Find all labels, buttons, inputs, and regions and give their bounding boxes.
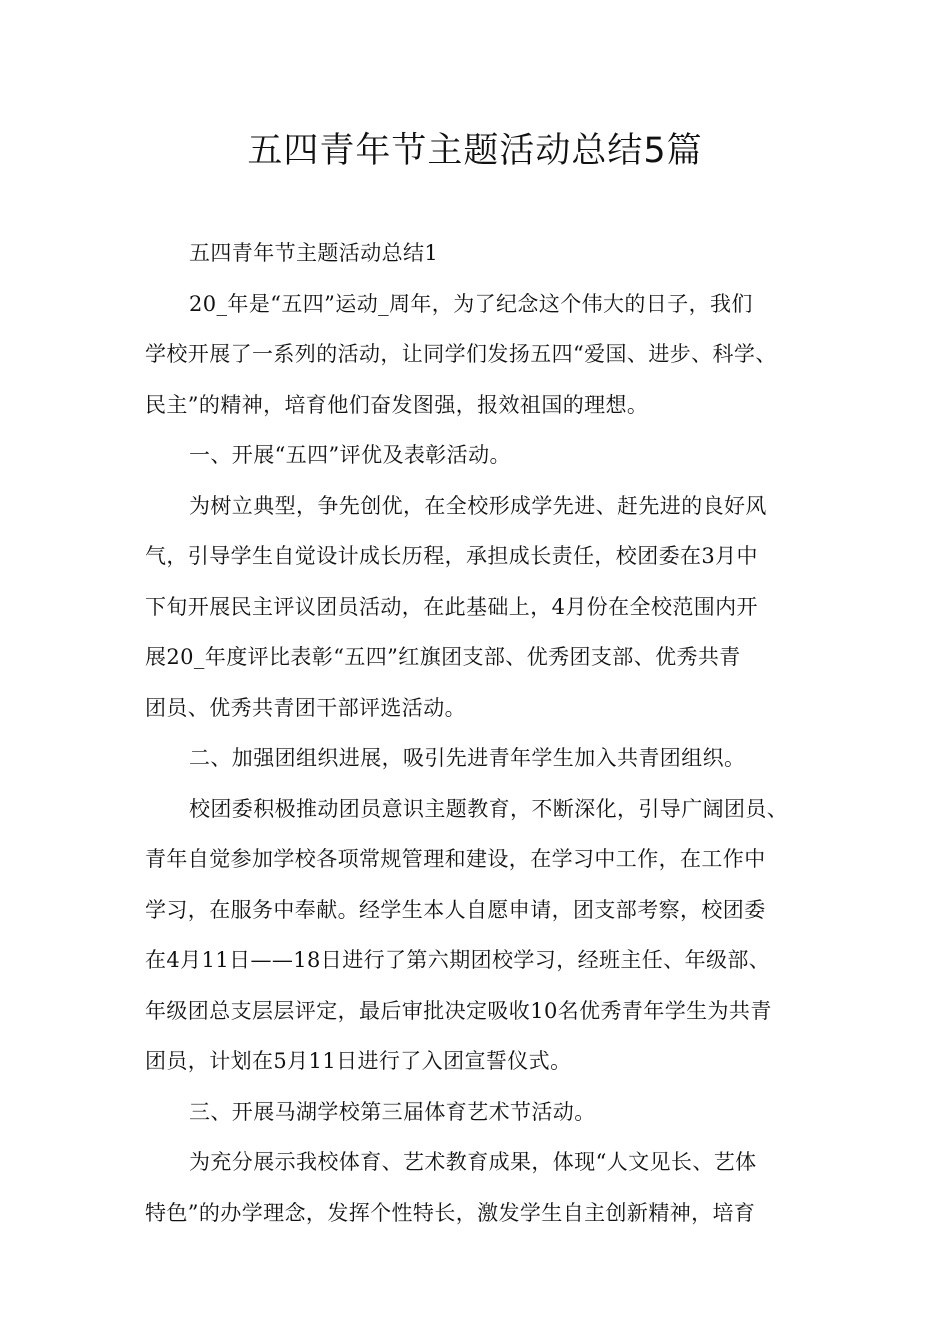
section-heading: 五四青年节主题活动总结1: [189, 241, 439, 265]
body-line: 为树立典型，争先创优，在全校形成学先进、赶先进的良好风: [189, 493, 767, 518]
body-line: 展20_年度评比表彰“五四”红旗团支部、优秀团支部、优秀共青: [145, 645, 741, 669]
document-body: [145, 228, 810, 1238]
body-line: 20_年是“五四”运动_周年，为了纪念这个伟大的日子，我们: [189, 291, 753, 316]
subsection-heading: 一、开展“五四”评优及表彰活动。: [189, 443, 511, 467]
body-line: 学习，在服务中奉献。经学生本人自愿申请，团支部考察，校团委: [145, 897, 766, 922]
body-line: 团员，计划在5月11日进行了入团宣誓仪式。: [145, 1049, 572, 1073]
body-line: 年级团总支层层评定，最后审批决定吸收10名优秀青年学生为共青: [145, 998, 772, 1023]
body-line: 特色”的办学理念，发挥个性特长，激发学生自主创新精神，培育: [145, 1200, 756, 1225]
body-line: 在4月11日——18日进行了第六期团校学习，经班主任、年级部、: [145, 948, 771, 972]
body-line: 青年自觉参加学校各项常规管理和建设，在学习中工作，在工作中: [145, 847, 766, 871]
body-line: 团员、优秀共青团干部评选活动。: [145, 695, 466, 720]
body-line: 为充分展示我校体育、艺术教育成果，体现“人文见长、艺体: [189, 1150, 757, 1174]
body-line: 学校开展了一系列的活动，让同学们发扬五四“爱国、进步、科学、: [145, 342, 777, 366]
body-line: 校团委积极推动团员意识主题教育，不断深化，引导广阔团员、: [189, 796, 789, 821]
body-line: 下旬开展民主评议团员活动，在此基础上，4月份在全校范围内开: [145, 594, 758, 619]
body-line: 民主”的精神，培育他们奋发图强，报效祖国的理想。: [145, 392, 649, 417]
subsection-heading: 三、开展马湖学校第三届体育艺术节活动。: [189, 1099, 596, 1124]
body-line: 气，引导学生自觉设计成长历程，承担成长责任，校团委在3月中: [145, 544, 758, 568]
subsection-heading: 二、加强团组织进展，吸引先进青年学生加入共青团组织。: [189, 746, 746, 770]
document-title: 五四青年节主题活动总结5篇: [247, 131, 703, 171]
